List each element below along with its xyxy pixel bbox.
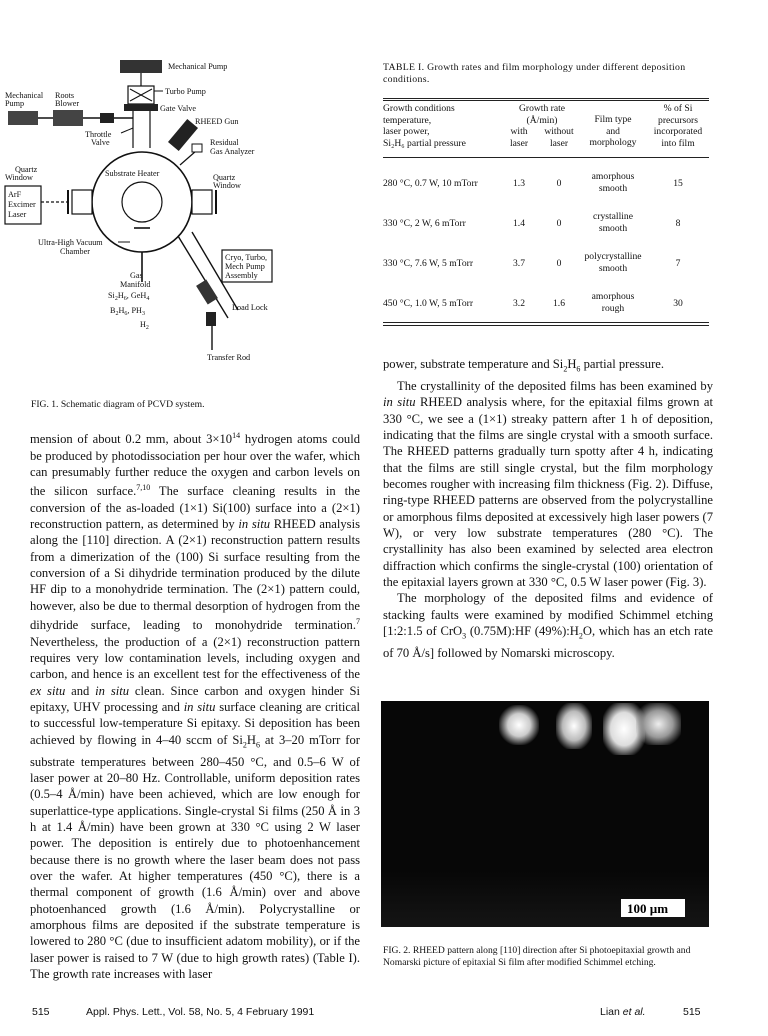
right-paragraph-3: The morphology of the deposited films and evidence of stacking faults were examined by modified Schimmel etching [1:2:1.5 of CrO$_3$ (0.75M):HF $(49\%):H_2O$, which has an etch rate of 70 Å/s] followed by Nomarski microscopy. <box>383 591 713 660</box>
right-paragraph-2: The crystallinity of the deposited films has been examined by in situ RHEED analysis where, for the epitaxial films grown at 330 °C, we see a (1×1) streaky pattern after 1 h of deposition, indicating that the films are single crystal with a smooth surface. The RHEED patterns gradually turn spotty after 4 h, indicating that the films are still single crystal, but the film morphology becomes rougher with increasing film thickness (Fig. 2). Diffuse, ring-type RHEED patterns are observed from the polycrystalline or amorphous films deposited at excessively high laser powers (7 W), or very low substrate temperatures (280 °C). The crystallinity has also been examined by selected area electron diffraction which confirms the single-crystal (100) orientation of the epitaxial layers grown at 330 °C, 0.5 W laser power (Fig. 3). <box>383 378 714 589</box>
table-header <box>383 103 709 153</box>
left-paragraph: mension of about 0.2 mm, about $3\times 10^{14}$ hydrogen atoms could be produced by photodissociation per hour over the wafer, which can presumably further reduce the oxygen and carbon levels on the silicon surface.$^{7,10}$ The surface cleaning results in the conversion of the as-loaded (1×1) Si(100) surface into a (2×1) reconstruction pattern, as determined by in situ RHEED analysis along the [110] direction. A (2×1) reconstruction pattern results from a dimerization of the (100) Si surface resulting from the conversion of a Si dihydride termination produced by the dilute HF dip to a monohydride termination. The (2×1) pattern could, however, also be due to thermal desorption of hydrogen from the dihydride surface, leading to monohydride termination.$^7$ Nevertheless, the production of a (2×1) reconstruction pattern requires very low contamination levels, including oxygen and carbon, and hence is an excellent test for the effectiveness of the ex situ and in situ clean. Since carbon and oxygen hinder Si epitaxy, UHV processing and in situ surface cleaning are critical to successful low-temperature Si epitaxy. Si deposition has been achieved by flowing in 4–40 sccm of $Si_2H_6$ at 3–20 mTorr for substrate temperatures between 280–450 °C, and 0.5–6 W of laser power at 20–80 Hz. Controllable, uniform deposition rates (0.5–4 Å/min) have been achieved, which are low enough for superlattice-type applications. Single-crystal Si films (250 Å in 3 h at 1.4 Å/min) have been grown at 330 °C using 2 W laser power. The deposition is entirely due to photoenhancement because there is no growth where the laser beam does not pass over the wafer. At higher temperatures (450 °C), there is a thermal component of growth (1.6 Å/min) over and above photoenhanced growth (1.6 Å/min). Polycrystalline or amorphous films are deposited if the substrate temperature is lowered to 280 °C (due to insufficient adatom mobility), or if the laser power is raised to 7 W (due to high growth rates) (Table I). The growth rate increases with laser <box>30 431 361 982</box>
right-paragraph-1: power, substrate temperature and $Si_2H_6$ partial pressure. <box>383 357 664 374</box>
mechanical-pump-left-icon <box>8 111 38 125</box>
figure-2-image <box>381 701 709 927</box>
label-quartz-left-2: Window <box>5 173 33 182</box>
label-cryo-2: Mech Pump <box>225 262 265 271</box>
header-without-laser: without laser <box>544 126 574 149</box>
table-row: 450 °C, 1.0 W, 5 mTorr 3.2 1.6 amorphous rough 30 <box>383 291 683 314</box>
label-mech-pump-left-1: Mechanical <box>5 91 44 100</box>
label-cryo-3: Assembly <box>225 271 258 280</box>
table-title: TABLE I. Growth rates and film morphology under different deposition conditions. <box>383 62 686 85</box>
header-film-type: Film type and morphology <box>589 114 637 148</box>
label-manifold-1: Gas <box>130 271 143 280</box>
label-manifold-2: Manifold <box>120 280 151 289</box>
rheed-spot <box>636 703 681 745</box>
rheed-spot <box>499 705 539 745</box>
header-percent-si: % of Si precursors incorporated into film <box>653 103 703 149</box>
figure-1-caption: FIG. 1. Schematic diagram of PCVD system. <box>31 399 205 410</box>
left-column-text <box>30 428 360 982</box>
label-cryo-1: Cryo, Turbo, <box>225 253 268 262</box>
table-bottom-rule-2 <box>383 325 709 326</box>
gas-line-2: $B_2H_6$, $PH_3$ <box>110 306 145 317</box>
label-throttle-1: Throttle <box>85 130 112 139</box>
gas-line-3: $H_2$ <box>140 320 149 331</box>
label-mech-pump-left-2: Pump <box>5 99 25 108</box>
table-top-rule <box>383 98 709 99</box>
running-authors: Lian et al. <box>600 1006 646 1018</box>
right-column-text <box>383 356 713 661</box>
label-laser-1: ArF <box>8 190 22 199</box>
load-lock-valve-icon <box>196 279 218 304</box>
label-roots-2: Blower <box>55 99 80 108</box>
scale-bar-label: 100 µm <box>627 901 669 916</box>
page-number-right: 515 <box>683 1006 701 1018</box>
label-laser-3: Laser <box>8 210 27 219</box>
table-row: 330 °C, 7.6 W, 5 mTorr 3.7 0 polycrystalline smooth 7 <box>383 251 681 274</box>
label-quartz-left-1: Quartz <box>15 165 38 174</box>
figure-2-caption: FIG. 2. RHEED pattern along [110] direction after Si photoepitaxial growth and Nomarski picture of epitaxial Si film after modified Schimmel etching. <box>383 945 691 968</box>
header-growth-conditions: Growth conditions temperature, laser power, Si₂H₆ partial pressure <box>383 103 466 149</box>
load-lock-icon <box>206 312 216 326</box>
label-chamber-2: Chamber <box>60 247 91 256</box>
roots-blower-icon <box>53 110 83 126</box>
label-rga-2: Gas Analyzer <box>210 147 255 156</box>
label-load-lock: Load Lock <box>232 303 268 312</box>
label-rheed-gun: RHEED Gun <box>195 117 239 126</box>
table-bottom-rule <box>383 322 709 323</box>
table-top-rule-2 <box>383 100 709 101</box>
uhv-chamber-circle <box>92 152 192 252</box>
table-header-rule <box>383 157 709 158</box>
label-roots-1: Roots <box>55 91 75 100</box>
table-row: 330 °C, 2 W, 6 mTorr 1.4 0 crystalline smooth 8 <box>383 211 681 234</box>
label-quartz-right-1: Quartz <box>213 173 236 182</box>
label-gate-valve: Gate Valve <box>160 104 196 113</box>
label-transfer-rod: Transfer Rod <box>207 353 251 362</box>
substrate-icon <box>122 182 162 222</box>
gate-valve-icon <box>124 104 158 111</box>
label-throttle-2: Valve <box>91 138 110 147</box>
mechanical-pump-top-icon <box>120 60 162 73</box>
figure-1-schematic <box>0 55 370 380</box>
label-laser-2: Excimer <box>8 200 36 209</box>
rga-port-icon <box>192 144 202 152</box>
journal-citation: Appl. Phys. Lett., Vol. 58, No. 5, 4 February 1991 <box>86 1006 315 1018</box>
page-number-left: 515 <box>32 1006 50 1018</box>
header-with-laser: with laser <box>509 126 529 149</box>
header-growth-rate: Growth rate (Å/min) <box>518 103 566 126</box>
label-turbo-pump: Turbo Pump <box>165 87 206 96</box>
gas-line-1: $Si_2H_6$, GeH$_4$ <box>108 291 150 302</box>
label-quartz-right-2: Window <box>213 181 241 190</box>
rheed-spot <box>556 703 592 749</box>
label-rga-1: Residual <box>210 138 239 147</box>
table-row: 280 °C, 0.7 W, 10 mTorr 1.3 0 amorphous smooth 15 <box>383 171 683 194</box>
label-substrate-heater: Substrate Heater <box>105 169 160 178</box>
label-chamber-1: Ultra-High Vacuum <box>38 238 103 247</box>
label-mech-pump-top: Mechanical Pump <box>168 62 228 71</box>
throttle-valve-icon <box>100 113 114 123</box>
